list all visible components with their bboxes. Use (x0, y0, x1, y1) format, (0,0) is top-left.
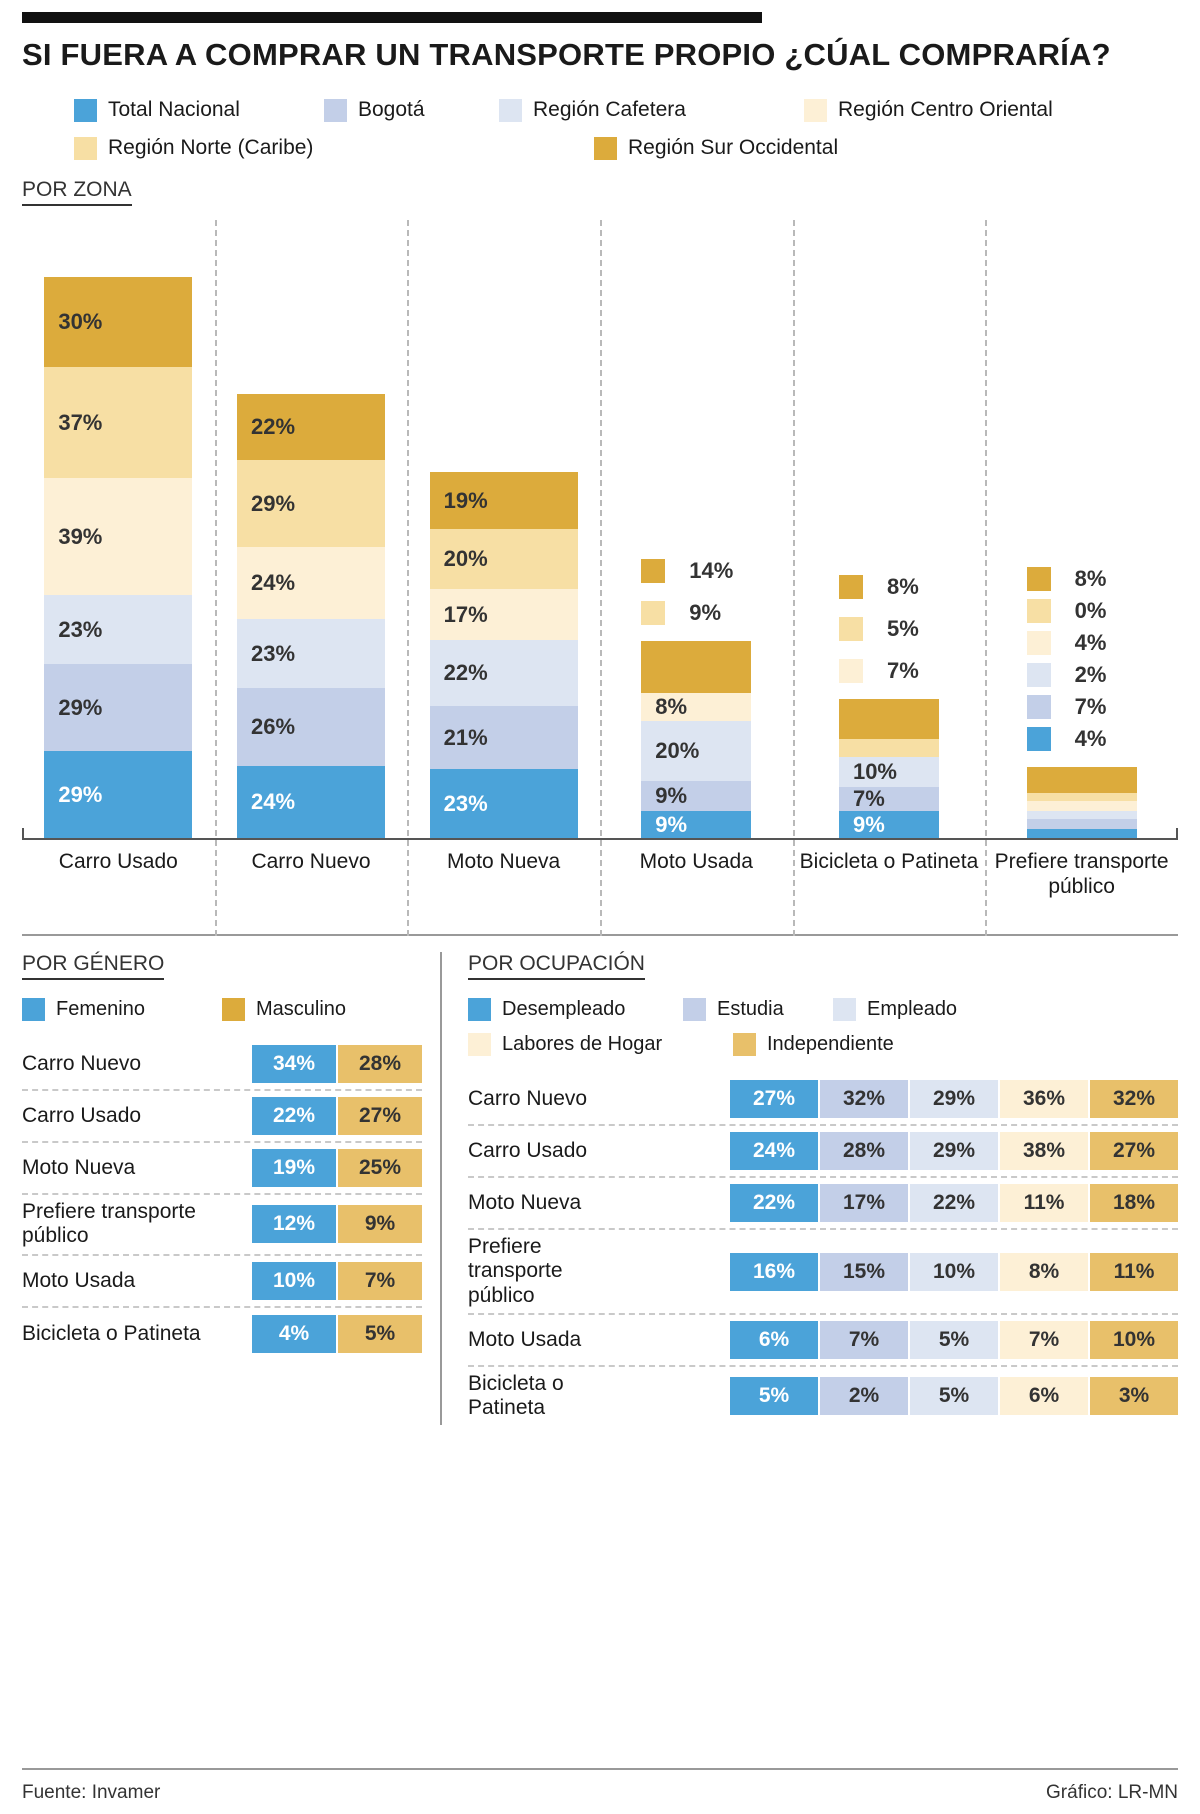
cell-empleado: 29% (910, 1080, 998, 1118)
segment-region-centro-oriental (1027, 630, 1107, 656)
cell-empleado: 10% (910, 1253, 998, 1291)
legend-swatch-region-norte (74, 137, 97, 160)
segment-value: 37% (58, 409, 103, 435)
segment-value: 9% (655, 783, 688, 809)
table-row (22, 1039, 422, 1091)
segment-value: 29% (250, 490, 296, 516)
legend-swatch-bogota (324, 99, 347, 122)
legend-swatch-empleado (833, 998, 856, 1021)
table-row (468, 1367, 1178, 1425)
cell-desempleado: 6% (730, 1321, 818, 1359)
cell-desempleado: 27% (730, 1080, 818, 1118)
segment-region-centro-oriental (641, 693, 751, 721)
bar-group-moto-nueva (407, 220, 600, 838)
cell-femenino: 10% (252, 1262, 336, 1300)
segment-region-sur-occidental-block (839, 699, 939, 739)
legend-swatch-femenino (22, 998, 45, 1021)
legend-item-region-centro-oriental (804, 98, 1053, 122)
bar-group-carro-nuevo (215, 220, 408, 838)
x-label-moto-nueva: Moto Nueva (447, 850, 561, 874)
segment-region-sur-occidental-block (641, 641, 751, 693)
segment-region-norte-block (839, 739, 939, 757)
segment-region-centro-oriental (237, 547, 385, 619)
segment-value: 9% (689, 600, 722, 626)
segment-bogota (641, 781, 751, 811)
cell-desempleado: 16% (730, 1253, 818, 1291)
segment-value: 23% (250, 640, 296, 666)
row-label: Carro Usado (468, 1139, 588, 1163)
segment-value: 0% (1074, 598, 1107, 624)
segment-total-nacional (237, 766, 385, 838)
segment-value: 22% (443, 660, 488, 686)
legend-label-bogota: Bogotá (358, 98, 425, 122)
segment-region-norte (44, 367, 192, 478)
table-row (22, 1308, 422, 1360)
segment-region-cafetera (237, 619, 385, 688)
footer (22, 1782, 1178, 1804)
segment-value: 23% (58, 616, 103, 642)
segment-total-nacional (44, 751, 192, 838)
legend-label-masculino: Masculino (256, 998, 347, 1021)
table-row (22, 1091, 422, 1143)
cell-femenino: 34% (252, 1045, 336, 1083)
segment-region-sur-occidental (237, 394, 385, 460)
legend-swatch-region-centro-oriental (804, 99, 827, 122)
footer-credit: Gráfico: LR-MN (1046, 1782, 1178, 1803)
segment-region-cafetera (641, 721, 751, 781)
segment-value: 8% (886, 574, 919, 600)
table-row (468, 1126, 1178, 1178)
cell-masculino: 27% (338, 1097, 422, 1135)
panel-gender (22, 952, 442, 1425)
segment-region-sur-occidental (44, 277, 192, 367)
legend-label-region-sur-occidental: Región Sur Occidental (628, 136, 839, 160)
segment-bogota-block (1027, 819, 1137, 829)
segment-value: 8% (1074, 566, 1107, 592)
legend-item-region-sur-occidental (594, 136, 838, 160)
segment-region-sur-occidental (641, 558, 734, 584)
bar-group-bicicleta-patineta (793, 220, 986, 838)
segment-bogota (430, 706, 578, 769)
segment-bogota (839, 787, 939, 811)
cell-estudia: 17% (820, 1184, 908, 1222)
table-row (22, 1256, 422, 1308)
segment-region-cafetera (839, 757, 939, 787)
legend-label-femenino: Femenino (56, 998, 145, 1021)
row-label: Moto Usada (468, 1327, 582, 1351)
section-label-zone: POR ZONA (22, 178, 132, 206)
cell-masculino: 9% (338, 1205, 422, 1243)
cell-masculino: 28% (338, 1045, 422, 1083)
segment-region-norte-block (1027, 793, 1137, 801)
segment-value: 8% (655, 694, 688, 720)
legend-item-femenino (22, 998, 222, 1021)
occupation-legend (468, 998, 1178, 1056)
legend-label-region-centro-oriental: Región Centro Oriental (838, 98, 1053, 122)
legend-label-desempleado: Desempleado (502, 998, 626, 1021)
cell-estudia: 2% (820, 1377, 908, 1415)
bar-group-moto-usada (600, 220, 793, 838)
row-label: Prefiere transporte público (468, 1235, 563, 1307)
cell-labores-hogar: 7% (1000, 1321, 1088, 1359)
legend-item-labores-hogar (468, 1033, 733, 1056)
legend-item-independiente (733, 1033, 894, 1056)
segment-value: 4% (1074, 630, 1107, 656)
segment-value: 20% (443, 546, 488, 572)
segment-value: 2% (1074, 662, 1107, 688)
panel-occupation (442, 952, 1178, 1425)
cell-independiente: 18% (1090, 1184, 1178, 1222)
segment-region-cafetera (44, 595, 192, 664)
segment-spacer (1027, 751, 1137, 767)
cell-estudia: 28% (820, 1132, 908, 1170)
segment-value: 19% (443, 487, 488, 513)
legend-label-empleado: Empleado (867, 998, 958, 1021)
segment-region-norte (430, 529, 578, 589)
cell-independiente: 3% (1090, 1377, 1178, 1415)
segment-region-centro-oriental-block (1027, 801, 1137, 811)
row-label: Moto Nueva (468, 1191, 582, 1215)
segment-value: 7% (886, 658, 919, 684)
cell-femenino: 12% (252, 1205, 336, 1243)
cell-femenino: 22% (252, 1097, 336, 1135)
segment-region-centro-oriental (44, 478, 192, 595)
segment-bogota (237, 688, 385, 766)
legend-item-estudia (683, 998, 833, 1021)
cell-independiente: 10% (1090, 1321, 1178, 1359)
row-label: Bicicleta o Patineta (468, 1371, 564, 1419)
footer-divider (22, 1768, 1178, 1770)
cell-desempleado: 5% (730, 1377, 818, 1415)
row-label: Carro Nuevo (468, 1087, 588, 1111)
cell-empleado: 29% (910, 1132, 998, 1170)
legend-label-total-nacional: Total Nacional (108, 98, 240, 122)
segment-region-sur-occidental (839, 574, 919, 600)
segment-value: 7% (852, 786, 885, 812)
cell-desempleado: 24% (730, 1132, 818, 1170)
legend-swatch-masculino (222, 998, 245, 1021)
segment-value: 9% (655, 811, 688, 837)
segment-value: 26% (250, 714, 296, 740)
legend-swatch-total-nacional (74, 99, 97, 122)
segment-bogota (44, 664, 192, 751)
legend-item-empleado (833, 998, 957, 1021)
x-label-moto-usada: Moto Usada (639, 850, 753, 874)
cell-empleado: 5% (910, 1321, 998, 1359)
table-row (468, 1074, 1178, 1126)
segment-value: 14% (689, 558, 734, 584)
table-row (22, 1195, 422, 1255)
legend-label-region-norte: Región Norte (Caribe) (108, 136, 314, 160)
cell-independiente: 32% (1090, 1080, 1178, 1118)
table-row (468, 1178, 1178, 1230)
legend-swatch-region-cafetera (499, 99, 522, 122)
segment-value: 29% (58, 694, 103, 720)
top-rule (22, 12, 762, 23)
cell-femenino: 19% (252, 1149, 336, 1187)
cell-empleado: 22% (910, 1184, 998, 1222)
cell-femenino: 4% (252, 1315, 336, 1353)
legend-swatch-region-sur-occidental (594, 137, 617, 160)
x-label-carro-usado: Carro Usado (58, 850, 178, 874)
x-label-bicicleta-patineta: Bicicleta o Patineta (799, 850, 979, 874)
row-label: Moto Nueva (22, 1156, 136, 1180)
row-label: Moto Usada (22, 1268, 136, 1292)
segment-value: 21% (443, 724, 488, 750)
segment-total-nacional (1027, 726, 1107, 752)
segment-region-cafetera-block (1027, 811, 1137, 819)
segment-value: 17% (443, 601, 488, 627)
legend-label-labores-hogar: Labores de Hogar (502, 1033, 663, 1056)
legend-label-estudia: Estudia (717, 998, 784, 1021)
zone-stacked-chart (22, 220, 1178, 920)
segment-region-norte (237, 460, 385, 547)
cell-labores-hogar: 38% (1000, 1132, 1088, 1170)
segment-region-norte (641, 600, 722, 626)
segment-value: 4% (1074, 726, 1107, 752)
legend-swatch-estudia (683, 998, 706, 1021)
gender-legend (22, 998, 422, 1021)
segment-bogota (1027, 694, 1107, 720)
segment-value: 30% (58, 309, 103, 335)
segment-region-sur-occidental (1027, 566, 1107, 592)
legend-item-masculino (222, 998, 346, 1021)
segment-value: 9% (852, 811, 885, 837)
bar-group-prefiere-transporte-publico (985, 220, 1178, 838)
cell-independiente: 27% (1090, 1132, 1178, 1170)
segment-value: 7% (1074, 694, 1107, 720)
cell-empleado: 5% (910, 1377, 998, 1415)
segment-region-sur-occidental-block (1027, 767, 1137, 793)
cell-labores-hogar: 36% (1000, 1080, 1088, 1118)
segment-region-cafetera (1027, 662, 1107, 688)
legend-item-desempleado (468, 998, 683, 1021)
bar-group-carro-usado (22, 220, 215, 838)
legend-item-total-nacional (74, 98, 324, 122)
legend-item-region-norte (74, 136, 594, 160)
segment-spacer (839, 683, 939, 699)
cell-labores-hogar: 6% (1000, 1377, 1088, 1415)
cell-masculino: 7% (338, 1262, 422, 1300)
legend-item-region-cafetera (499, 98, 804, 122)
cell-independiente: 11% (1090, 1253, 1178, 1291)
section-label-gender: POR GÉNERO (22, 952, 164, 980)
lower-panels (22, 952, 1178, 1425)
legend-swatch-labores-hogar (468, 1033, 491, 1056)
table-row (22, 1143, 422, 1195)
row-label: Prefiere transporte público (22, 1200, 196, 1248)
cell-estudia: 32% (820, 1080, 908, 1118)
segment-total-nacional (641, 811, 751, 838)
footer-source: Fuente: Invamer (22, 1782, 161, 1803)
segment-value: 24% (250, 570, 296, 596)
cell-labores-hogar: 11% (1000, 1184, 1088, 1222)
table-row (468, 1230, 1178, 1314)
section-label-occupation: POR OCUPACIÓN (468, 952, 645, 980)
segment-region-sur-occidental (430, 472, 578, 529)
segment-region-centro-oriental (430, 589, 578, 640)
zone-legend (74, 98, 1178, 160)
x-axis (22, 838, 1178, 840)
legend-swatch-independiente (733, 1033, 756, 1056)
cell-masculino: 25% (338, 1149, 422, 1187)
segment-region-norte (839, 616, 919, 642)
row-label: Bicicleta o Patineta (22, 1321, 201, 1345)
legend-item-bogota (324, 98, 499, 122)
segment-value: 24% (250, 789, 296, 815)
cell-masculino: 5% (338, 1315, 422, 1353)
segment-total-nacional (839, 811, 939, 838)
cell-estudia: 15% (820, 1253, 908, 1291)
legend-label-independiente: Independiente (767, 1033, 894, 1056)
legend-swatch-desempleado (468, 998, 491, 1021)
segment-value: 29% (58, 781, 103, 807)
row-label: Carro Usado (22, 1104, 142, 1128)
table-row (468, 1315, 1178, 1367)
segment-region-centro-oriental (839, 658, 919, 684)
segment-total-nacional (430, 769, 578, 838)
segment-value: 10% (852, 759, 897, 785)
cell-estudia: 7% (820, 1321, 908, 1359)
segment-total-nacional-block (1027, 829, 1137, 838)
x-label-carro-nuevo: Carro Nuevo (251, 850, 371, 874)
segment-region-cafetera (430, 640, 578, 706)
legend-label-region-cafetera: Región Cafetera (533, 98, 686, 122)
segment-value: 23% (443, 790, 488, 816)
row-label: Carro Nuevo (22, 1052, 142, 1076)
segment-region-norte (1027, 598, 1107, 624)
cell-labores-hogar: 8% (1000, 1253, 1088, 1291)
segment-spacer (641, 625, 751, 641)
page-title: SI FUERA A COMPRAR UN TRANSPORTE PROPIO ¿CÚAL COMPRARÍA? (22, 37, 1111, 72)
segment-value: 20% (655, 738, 700, 764)
x-label-prefiere-transporte-publico: Prefiere transporte público (994, 850, 1169, 899)
segment-value: 5% (886, 616, 919, 642)
cell-desempleado: 22% (730, 1184, 818, 1222)
infographic-page (0, 12, 1200, 1814)
segment-value: 39% (58, 523, 103, 549)
segment-value: 22% (250, 414, 296, 440)
